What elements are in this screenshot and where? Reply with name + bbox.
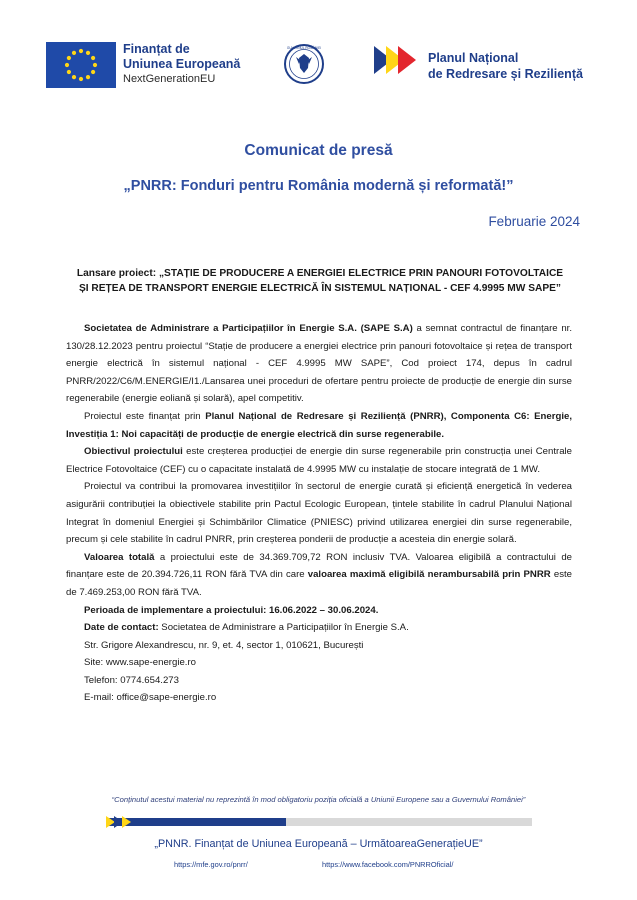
paragraph-contribution: Proiectul va contribui la promovarea investițiilor în sectorul de energie curată și eficiență energetică în vederea asigurării contribuției la obiectivele stabilite prin Pactul Ecologic European, țintele stabilite în cadrul Planului Național Integrat în domeniul Energiei și Schimbărilor Climatice (PNIESC) privind utilizarea energiei din surse regenerabile, precum și cele stabilite în cadrul PNRR, prin creșterea ponderii de producție a acesteia din energie solară. [66,481,572,546]
implementation-period [66,602,572,620]
objective-text: este creșterea producției de energie din surse regenerabile prin construcția unei Centrale Electrice Fotovoltaice (CEF) cu o capacitate instalată de 4.9995 MW cu instalație de stocare integrată de 1 MW. [66,446,572,475]
contact-line [66,619,572,637]
max-eligible-label: valoarea maximă eligibilă nerambursabilă prin PNRR [307,569,551,581]
financing-program: Planul Național de Redresare și Reziliență (PNRR), Componenta C6: Energie, Investiția 1: Noi capacități de producție de energie electrică din surse regenerabile. [66,410,572,440]
pnrr-logo [372,42,424,78]
project-heading-line-1: Lansare proiect: „STAȚIE DE PRODUCERE A ENERGIEI ELECTRICE PRIN PANOURI FOTOVOLTAICE [76,268,564,279]
pnrr-line-1: Planul Național [428,51,519,65]
eu-line-1: Finanțat de [123,42,190,56]
objective-label: Obiectivul proiectului [84,446,183,458]
financing-text: Proiectul este finanțat prin [84,410,206,422]
eu-line-2: Uniunea Europeană [123,57,241,71]
paragraph-financing [66,408,572,443]
contact-site[interactable]: Site: www.sape-energie.ro [84,657,196,669]
footer-decorative-bar [106,815,532,827]
romanian-government-logo [283,42,325,86]
pnrr-label [428,50,583,82]
paragraph-objective [66,443,572,478]
document-subtitle: „PNRR: Fonduri pentru România modernă și reformată!” [123,178,514,194]
disclaimer: “Conținutul acestui material nu reprezintă în mod obligatoriu poziția oficială a Uniunii Europene sau a Guvernului României” [111,795,526,804]
beneficiary-name: Societatea de Administrare a Participațiilor în Energie S.A. (SAPE S.A) [84,323,413,334]
eu-line-3: NextGenerationEU [123,73,216,85]
contact-email[interactable]: E-mail: office@sape-energie.ro [84,692,217,704]
facebook-link[interactable]: https://www.facebook.com/PNRROficial/ [322,860,454,869]
implementation-period-text: Perioada de implementare a proiectului: 16.06.2022 – 30.06.2024. [84,604,379,616]
document-title: Comunicat de presă [244,142,393,159]
pnrr-line-2: de Redresare și Reziliență [428,67,583,81]
press-release-body [66,320,572,707]
footer-tagline: „PNNR. Finanțat de Uniunea Europeană – UrmătoareaGenerațieUE” [154,838,483,850]
eu-funding-label [123,42,240,87]
value-text-1: a proiectului este de 34.369.709,72 RON inclusiv TVA. Valoarea eligibilă a contractului de finanțare este de 20.394.726,11 RON fără TVA din care [66,551,572,581]
gov-logo-text: GUVERNUL ROMÂNIEI [286,46,322,51]
eu-flag-logo [46,42,116,88]
contract-text: a semnat contractul de finanțare nr. 130/28.12.2023 pentru proiectul “Stație de producere a energiei electrice prin panouri fotovoltaice și rețea de transport energie electrică în sistemul național - CEF 4.9995 MW SAPE”, Cod proiect 174, depus în cadrul PNRR/2022/C6/M.ENERGIE/I1./Lansarea unei proceduri de ofertare pentru proiecte de producție de energie din surse regenerabile (energie eoliană și solară), apel competitiv. [66,323,572,405]
total-value-label: Valoarea totală [84,551,155,563]
project-heading [70,266,570,296]
mfe-link[interactable]: https://mfe.gov.ro/pnrr/ [174,860,248,869]
document-date: Februarie 2024 [488,214,580,229]
contact-phone: Telefon: 0774.654.273 [84,674,179,686]
paragraph-contract [66,320,572,408]
contact-text: Societatea de Administrare a Participațiilor în Energie S.A. [158,622,409,634]
project-heading-line-2: ȘI REȚEA DE TRANSPORT ENERGIE ELECTRICĂ ÎN SISTEMUL NAȚIONAL - CEF 4.9995 MW SAPE” [78,283,562,294]
paragraph-value [66,549,572,602]
contact-address: Str. Grigore Alexandrescu, nr. 9, et. 4, sector 1, 010621, București [84,639,364,651]
contact-label: Date de contact: [84,622,159,634]
value-text-2: este de 7.469.253,00 RON fără TVA. [66,569,572,598]
